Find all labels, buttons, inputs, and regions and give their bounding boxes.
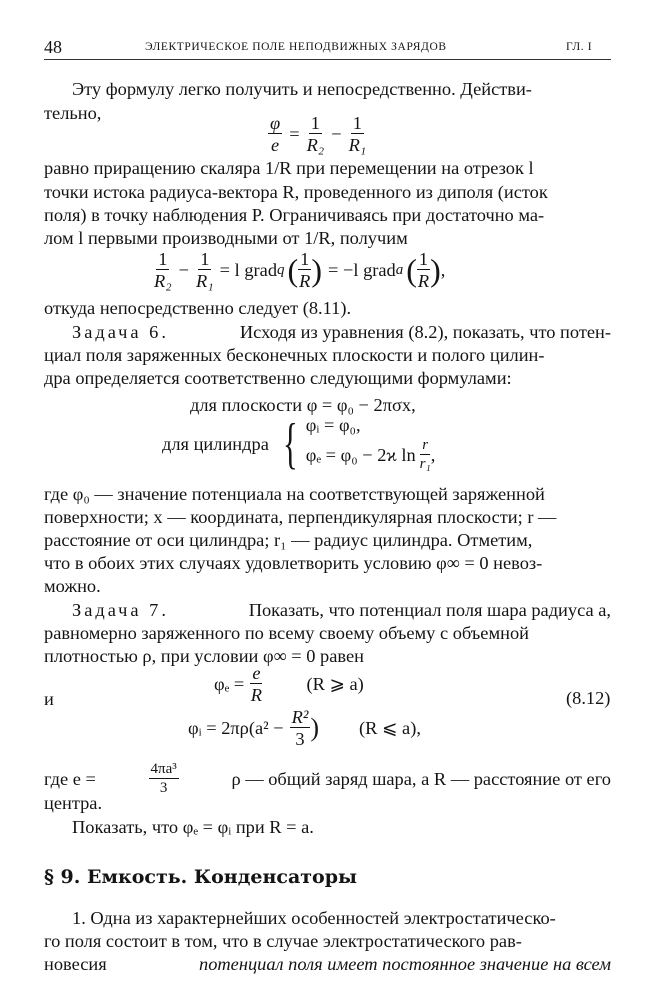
paragraph-line: дра определяется соответственно следующими формулами:	[44, 368, 512, 388]
paragraph-line: циал поля заряженных бесконечных плоскости и полого цилин-	[44, 345, 545, 365]
paragraph-line: лом l первыми производными от 1/R, получим	[44, 228, 408, 248]
paragraph-line: центра.	[44, 793, 103, 813]
paragraph-line: поля) в точку наблюдения P. Ограничиваясь при достаточно ма-	[44, 205, 545, 225]
formula-outer-potential: φₑ = $\frac{e}{R}$ (R ⩾ a)	[214, 663, 364, 706]
fraction: $\frac{1}{\text{R₁}}$	[348, 113, 367, 156]
formula-cylinder: для цилиндра { φᵢ = φ₀, φₑ = φ₀ − 2ϰ ln $\frac{r}{\text{r₁}}$ ,	[162, 413, 436, 476]
task-6-line: Задача 6. Исходя из уравнения (8.2), показать, что потен-	[72, 322, 611, 342]
page-number: 48	[44, 37, 62, 57]
paragraph-line: Показать, что φₑ = φᵢ при R = a.	[72, 817, 314, 837]
paragraph-line: тельно,	[44, 103, 102, 123]
fraction: $\frac{r}{\text{r₁}}$	[419, 437, 431, 473]
conjunction: и	[44, 689, 54, 709]
paragraph-line: новесия потенциал поля имеет постоянное значение на всем	[44, 954, 611, 974]
equation-number: (8.12)	[566, 688, 611, 708]
paragraph-line: плотностью ρ, при условии φ∞ = 0 равен	[44, 646, 364, 666]
paragraph-line: го поля состоит в том, что в случае электростатического рав-	[44, 931, 522, 951]
paragraph-line: что в обоих этих случаях удовлетворить условию φ∞ = 0 невоз-	[44, 553, 543, 573]
paragraph-line: 1. Одна из характернейших особенностей электростатическо-	[72, 908, 556, 928]
fraction: $\frac{e}{R}$	[250, 663, 263, 706]
running-title: ЭЛЕКТРИЧЕСКОЕ ПОЛЕ НЕПОДВИЖНЫХ ЗАРЯДОВ	[145, 41, 447, 53]
fraction: $\frac{1}{R}$	[417, 249, 430, 292]
formula-gradient: $\frac{1}{\text{R₂}}$ − $\frac{1}{\text{R₁}}$ = l grad q ( $\frac{1}{R}$ ) = −l grad a ( $\frac{1}{R}$ ) ,	[154, 249, 446, 292]
fraction: $\frac{\text{R²}}{3}$	[291, 707, 309, 750]
fraction: $\frac{1}{\text{R₂}}$	[154, 249, 172, 292]
fraction: $\frac{1}{\text{R₂}}$	[306, 113, 325, 156]
paragraph-line: можно.	[44, 576, 101, 596]
paragraph-line: точки истока радиуса-вектора R, проведенного из диполя (исток	[44, 182, 548, 202]
formula-plane: для плоскости φ = φ₀ − 2πσx,	[190, 395, 416, 415]
section-title: § 9. Емкость. Конденсаторы	[44, 866, 358, 888]
paragraph-line: где e = $\frac{\text{4πa³}}{3}$ ρ — общий заряд шара, а R — расстояние от его	[44, 761, 611, 796]
fraction: $\frac{1}{R}$	[299, 249, 311, 292]
formula-potential-difference: $\frac{\varphi}{e}$ = $\frac{1}{\text{R₂}}$ − $\frac{1}{\text{R₁}}$	[270, 113, 367, 156]
paragraph-line: равномерно заряженного по всему своему объему с объемной	[44, 623, 529, 643]
task-7-line: Задача 7. Показать, что потенциал поля шара радиуса a,	[72, 600, 611, 620]
paragraph-line: поверхности; x — координата, перпендикулярная плоскости; r —	[44, 507, 557, 527]
fraction: $\frac{1}{\text{R₁}}$	[196, 249, 214, 292]
emphasized-text: потенциал поля имеет постоянное значение на всем	[199, 954, 611, 974]
header-rule	[44, 59, 611, 60]
paragraph-line: расстояние от оси цилиндра; r₁ — радиус цилиндра. Отметим,	[44, 530, 533, 550]
chapter-label: ГЛ. I	[566, 41, 593, 53]
paragraph-line: равно приращению скаляра 1/R при перемещении на отрезок l	[44, 158, 534, 178]
fraction: $\frac{\varphi}{e}$	[270, 113, 281, 156]
paragraph-line: Эту формулу легко получить и непосредственно. Действи-	[72, 79, 532, 99]
fraction: $\frac{\text{4πa³}}{3}$	[150, 761, 177, 796]
formula-inner-potential: φᵢ = 2πρ(a² − $\frac{\text{R²}}{3}$ ) (R ⩽ a),	[188, 707, 421, 750]
paragraph-line: откуда непосредственно следует (8.11).	[44, 298, 352, 318]
task-label: Задача 7.	[72, 600, 169, 620]
paragraph-line: где φ₀ — значение потенциала на соответствующей заряженной	[44, 484, 545, 504]
task-label: Задача 6.	[72, 322, 169, 342]
